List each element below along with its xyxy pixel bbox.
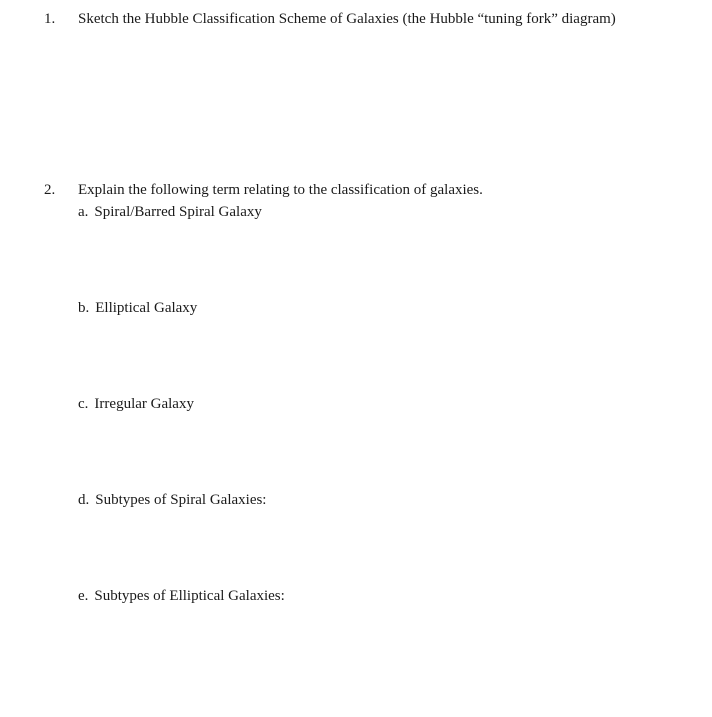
subitem-spiral: [78, 203, 262, 221]
subitem-label: b.: [78, 300, 90, 316]
subitem-text: Subtypes of Elliptical Galaxies:: [94, 588, 285, 604]
subitem-label: c.: [78, 396, 89, 412]
subitem-text: Spiral/Barred Spiral Galaxy: [94, 204, 262, 220]
subitem-elliptical: [78, 299, 197, 317]
subitem-label: e.: [78, 588, 89, 604]
subitem-elliptical-subtypes: [78, 587, 285, 605]
question-number: 1.: [44, 11, 56, 27]
subitem-text: Irregular Galaxy: [94, 396, 194, 412]
subitem-label: d.: [78, 492, 90, 508]
question-number: 2.: [44, 182, 56, 198]
subitem-irregular: [78, 395, 194, 413]
question-text: Explain the following term relating to the classification of galaxies.: [78, 182, 483, 198]
subitem-text: Subtypes of Spiral Galaxies:: [95, 492, 267, 508]
subitem-label: a.: [78, 204, 89, 220]
question-text: Sketch the Hubble Classification Scheme of Galaxies (the Hubble “tuning fork” diagram): [78, 11, 616, 27]
subitem-spiral-subtypes: [78, 491, 266, 509]
subitem-text: Elliptical Galaxy: [95, 300, 198, 316]
